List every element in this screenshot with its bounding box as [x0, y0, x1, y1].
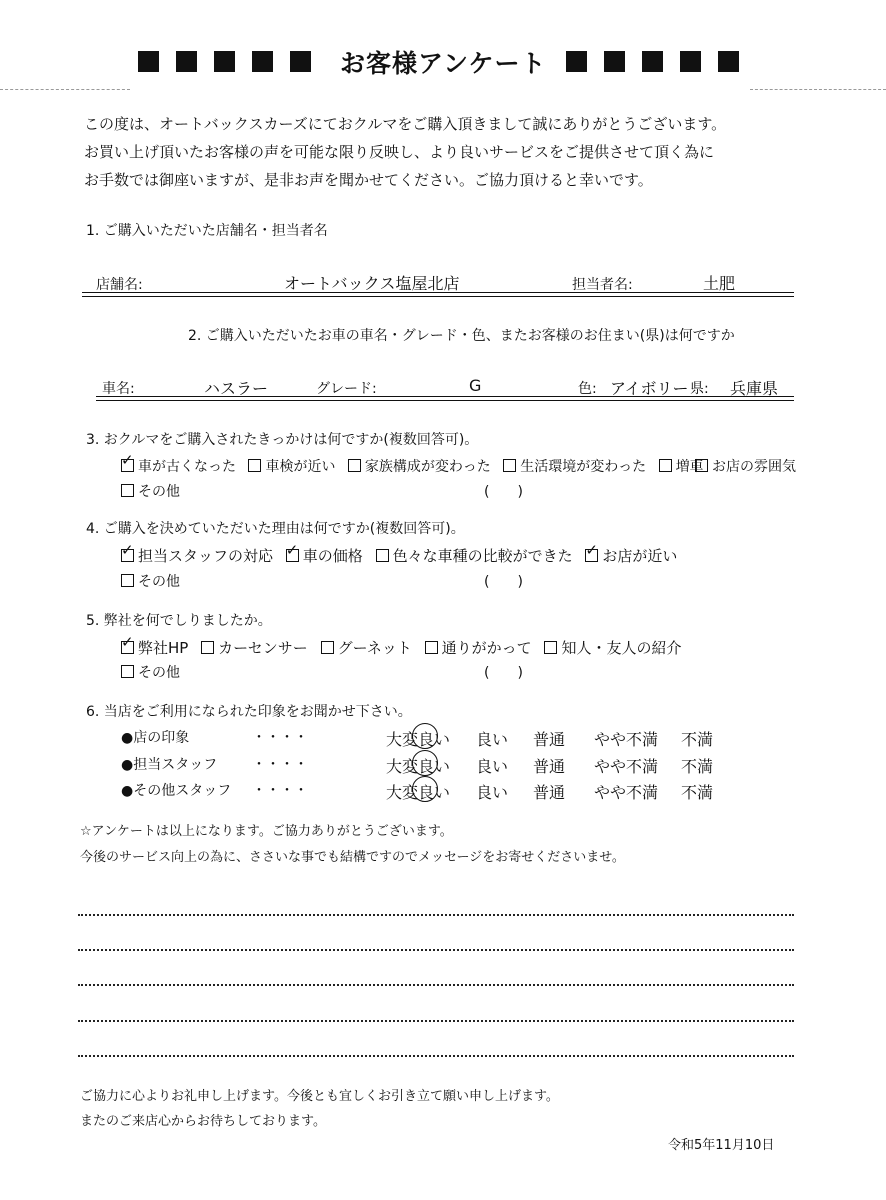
selection-circle-icon — [412, 750, 438, 776]
option-item[interactable] — [544, 639, 681, 657]
option-item[interactable] — [285, 541, 363, 565]
checkbox[interactable] — [201, 641, 214, 654]
option-label: カーセンサー — [218, 639, 308, 657]
option-label: 車が古くなった — [138, 459, 236, 475]
decorative-square — [252, 51, 273, 72]
selection-circle-icon — [412, 776, 438, 802]
option-item[interactable] — [425, 639, 532, 657]
checkbox[interactable] — [659, 459, 672, 472]
decorative-square — [642, 51, 663, 72]
message-line[interactable] — [78, 949, 794, 951]
color-label: 色: — [578, 381, 597, 397]
question-title: 5. 弊社を何でしりましたか。 — [86, 613, 272, 629]
survey-date: 令和5年11月10日 — [668, 1138, 775, 1153]
check-mark-icon: ✓ — [121, 541, 134, 559]
rating-option[interactable]: 不満 — [681, 757, 714, 776]
rating-option[interactable]: 良い — [476, 730, 509, 749]
option-label: 家族構成が変わった — [364, 459, 491, 475]
checkbox[interactable] — [585, 541, 598, 562]
rating-option[interactable]: やや不満 — [594, 783, 659, 802]
message-line[interactable] — [78, 1020, 794, 1022]
rating-option[interactable]: 普通 — [533, 730, 566, 749]
decorative-square — [680, 51, 701, 72]
rating-row-label: ●店の印象 — [121, 730, 190, 746]
rating-option[interactable]: やや不満 — [594, 730, 659, 749]
option-item[interactable] — [585, 541, 678, 565]
checkbox[interactable] — [121, 633, 134, 654]
title-row — [0, 40, 886, 80]
decorative-square — [138, 51, 159, 72]
question-title: 4. ご購入を決めていただいた理由は何ですか(複数回答可)。 — [86, 521, 465, 537]
rating-dots: ・・・・ — [252, 783, 308, 799]
intro-line: お買い上げ頂いたお客様の声を可能な限り反映し、より良いサービスをご提供させて頂く為に — [84, 143, 715, 161]
option-item[interactable] — [201, 639, 308, 657]
pref-value: 兵庫県 — [730, 379, 779, 398]
checkbox[interactable] — [248, 459, 261, 472]
option-item[interactable] — [348, 459, 491, 475]
message-line[interactable] — [78, 1055, 794, 1057]
rating-option[interactable]: 不満 — [681, 783, 714, 802]
rating-dots: ・・・・ — [252, 730, 308, 746]
rating-option[interactable]: 良い — [476, 783, 509, 802]
option-label: 担当スタッフの対応 — [138, 547, 274, 565]
grade-label: グレード: — [316, 381, 377, 397]
selection-circle-icon — [412, 723, 438, 749]
store-label: 店舗名: — [96, 277, 143, 293]
decorative-square — [566, 51, 587, 72]
rating-option[interactable]: やや不満 — [594, 757, 659, 776]
check-mark-icon: ✓ — [121, 451, 134, 469]
message-line[interactable] — [78, 914, 794, 916]
option-item[interactable] — [121, 451, 236, 475]
checkbox[interactable] — [285, 541, 299, 562]
option-label: お店が近い — [602, 547, 678, 565]
option-item[interactable] — [121, 481, 180, 501]
option-item[interactable] — [121, 633, 189, 657]
rating-row-label: ●担当スタッフ — [121, 757, 218, 773]
checkbox[interactable] — [121, 574, 134, 587]
underline — [82, 296, 794, 297]
checkbox[interactable] — [121, 484, 134, 497]
checkbox[interactable] — [321, 641, 334, 654]
option-label: その他 — [138, 665, 180, 681]
question-title: 2. ご購入いただいたお車の車名・グレード・色、またお客様のお住まい(県)は何ですか — [188, 328, 735, 344]
rating-option[interactable]: 大変良い — [386, 730, 451, 749]
decorative-square — [718, 51, 739, 72]
decorative-square — [290, 51, 311, 72]
option-label: 通りがかって — [441, 639, 532, 657]
option-item[interactable] — [121, 541, 274, 565]
check-mark-icon: ✓ — [585, 541, 598, 559]
footer-line: またのご来店心からお待ちしております。 — [80, 1114, 326, 1129]
option-row — [121, 541, 678, 566]
option-label: 色々な車種の比較ができた — [392, 547, 573, 565]
other-paren: ( ) — [484, 484, 523, 500]
decorative-square — [604, 51, 625, 72]
decorative-square — [214, 51, 235, 72]
pref-label: 県: — [690, 381, 709, 397]
option-label: 知人・友人の紹介 — [561, 639, 682, 657]
checkbox[interactable] — [121, 541, 134, 562]
option-item[interactable] — [321, 639, 412, 657]
divider — [0, 89, 130, 90]
other-paren: ( ) — [484, 665, 523, 681]
option-item[interactable] — [695, 456, 798, 476]
rating-option[interactable]: 普通 — [533, 783, 566, 802]
decorative-square — [176, 51, 197, 72]
question-title: 3. おクルマをご購入されたきっかけは何ですか(複数回答可)。 — [86, 432, 479, 448]
option-item[interactable] — [376, 547, 573, 565]
option-label: 生活環境が変わった — [520, 459, 647, 475]
underline — [82, 292, 794, 293]
option-label: 車の価格 — [302, 547, 363, 565]
checkbox[interactable] — [695, 459, 708, 472]
car-label: 車名: — [102, 381, 135, 397]
closing-thanks: ☆アンケートは以上になります。ご協力ありがとうございます。 — [80, 824, 453, 839]
checkbox[interactable] — [121, 665, 134, 678]
checkbox[interactable] — [425, 641, 438, 654]
option-label: その他 — [138, 574, 180, 590]
page-title: お客様アンケート — [340, 49, 547, 78]
option-row — [121, 451, 704, 476]
car-value: ハスラー — [204, 379, 269, 398]
divider — [750, 89, 886, 90]
rating-option[interactable]: 良い — [476, 757, 509, 776]
checkbox[interactable] — [503, 459, 516, 472]
staff-value: 土肥 — [703, 274, 736, 293]
option-label: 弊社HP — [138, 639, 189, 657]
color-value: アイボリー — [610, 379, 689, 398]
store-value: オートバックス塩屋北店 — [284, 274, 460, 293]
intro-line: お手数では御座いますが、是非お声を聞かせてください。ご協力頂けると幸いです。 — [84, 171, 653, 189]
rating-option[interactable]: 普通 — [533, 757, 566, 776]
option-item[interactable] — [121, 662, 180, 682]
option-label: 増車 — [675, 459, 704, 475]
check-mark-icon: ✓ — [121, 633, 134, 651]
option-row — [121, 633, 682, 658]
rating-dots: ・・・・ — [252, 757, 308, 773]
underline — [96, 396, 794, 397]
message-prompt: 今後のサービス向上の為に、ささいな事でも結構ですのでメッセージをお寄せくださいませ。 — [80, 850, 625, 865]
check-mark-icon: ✓ — [285, 541, 299, 559]
option-item[interactable] — [248, 459, 335, 475]
checkbox[interactable] — [376, 549, 389, 562]
option-label: グーネット — [337, 639, 412, 657]
option-label: その他 — [138, 484, 180, 500]
option-label: 車検が近い — [265, 459, 336, 475]
rating-option[interactable]: 大変良い — [386, 757, 451, 776]
rating-option[interactable]: 大変良い — [386, 783, 451, 802]
question-title: 1. ご購入いただいた店舗名・担当者名 — [86, 223, 328, 239]
option-item[interactable] — [121, 571, 180, 591]
checkbox[interactable] — [348, 459, 361, 472]
staff-label: 担当者名: — [572, 277, 633, 293]
grade-value: G — [469, 376, 482, 395]
footer-line: ご協力に心よりお礼申し上げます。今後とも宜しくお引き立て願い申し上げます。 — [80, 1089, 559, 1104]
option-label: お店の雰囲気 — [712, 459, 796, 475]
question-title: 6. 当店をご利用になられた印象をお聞かせ下さい。 — [86, 704, 412, 720]
checkbox[interactable] — [544, 641, 557, 654]
rating-option[interactable]: 不満 — [681, 730, 714, 749]
underline — [96, 400, 794, 401]
rating-row-label: ●その他スタッフ — [121, 783, 232, 799]
other-paren: ( ) — [484, 574, 523, 590]
option-item[interactable] — [503, 459, 646, 475]
intro-line: この度は、オートバックスカーズにておクルマをご購入頂きまして誠にありがとうございます。 — [84, 115, 727, 133]
checkbox[interactable] — [121, 451, 134, 472]
message-line[interactable] — [78, 984, 794, 986]
